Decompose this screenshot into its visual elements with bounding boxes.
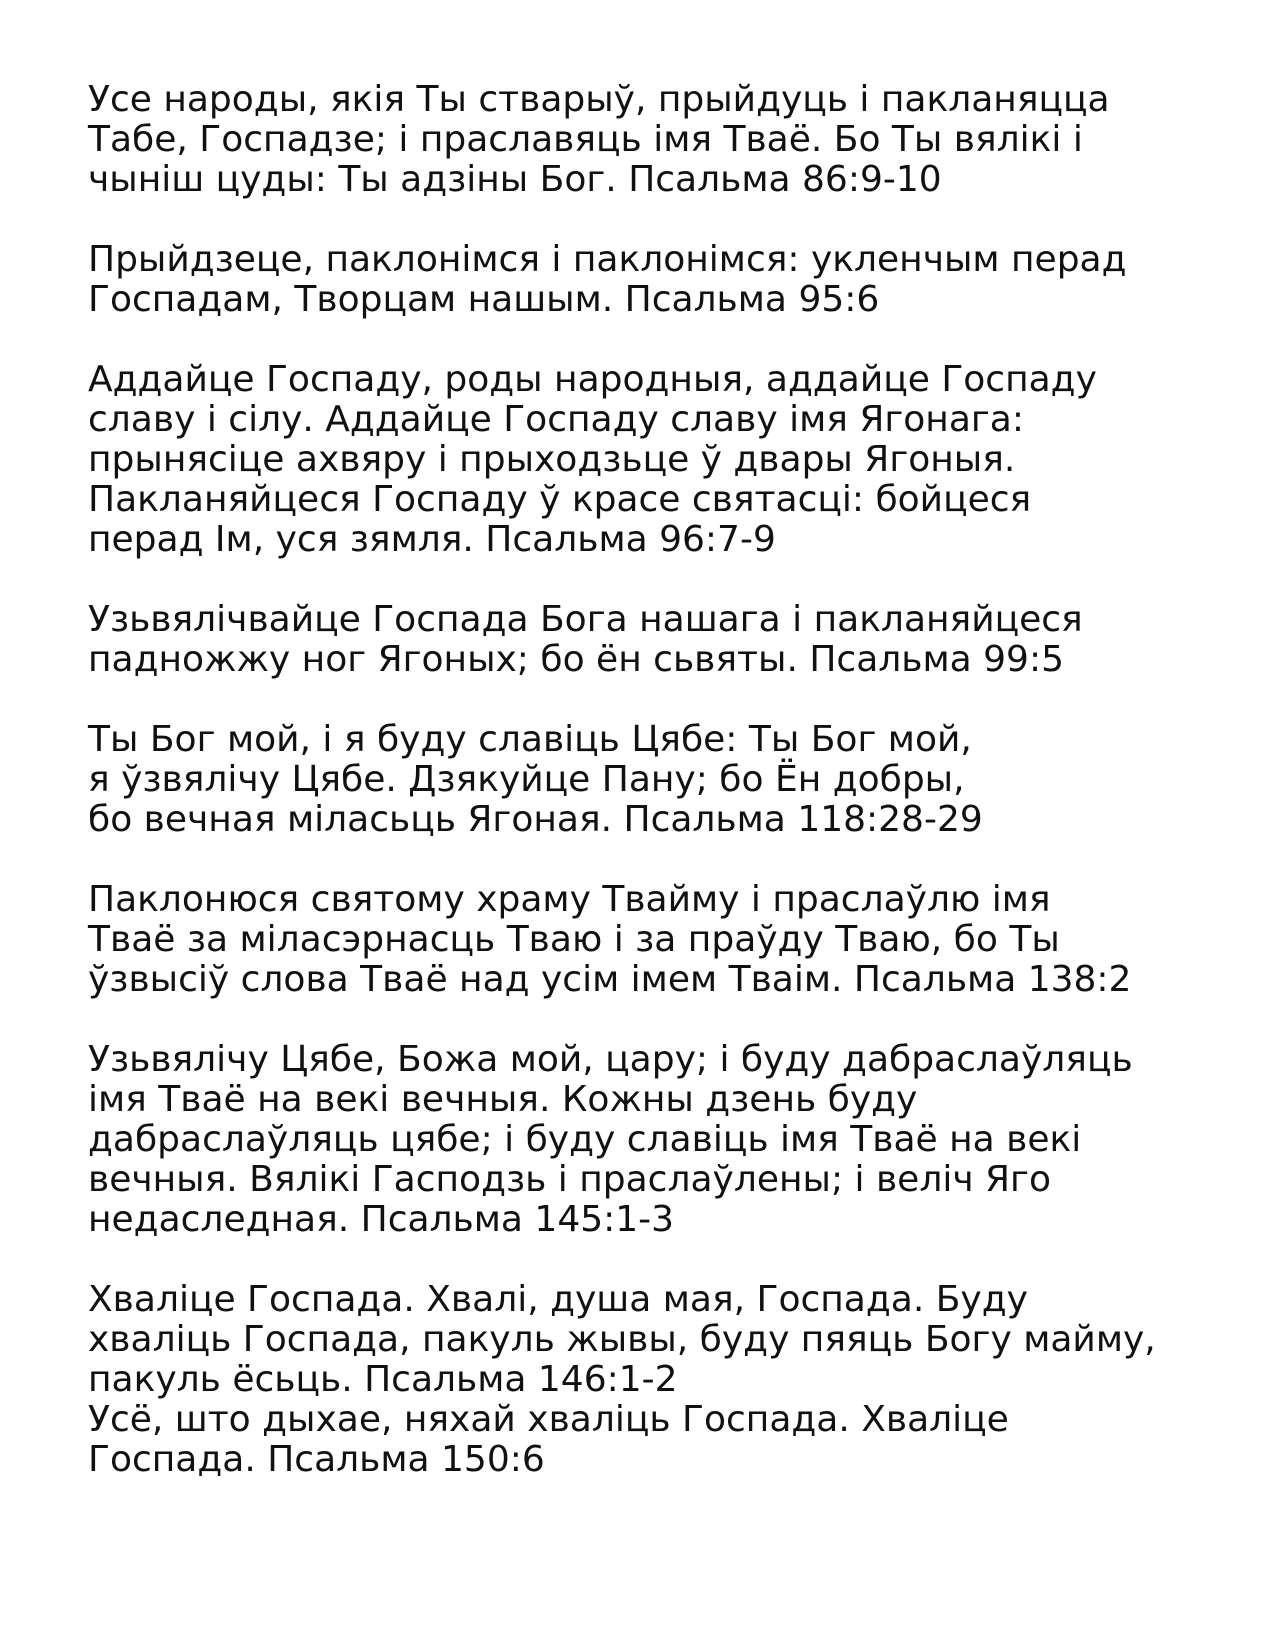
text-line: я ўзвялічу Цябе. Дзякуйце Пану; бо Ён добры, (88, 759, 965, 800)
psalm-paragraph (88, 880, 1259, 1000)
text-line: Усе народы, якія Ты стварыў, прыйдуць і пакланяцца (88, 79, 1110, 120)
text-line: прынясіце ахвяру і прыходзьце ў двары Ягоныя. (88, 439, 1016, 480)
psalm-paragraph (88, 80, 1259, 200)
psalm-paragraph (88, 1280, 1259, 1480)
text-line: Аддайце Госпаду, роды народныя, аддайце Госпаду (88, 359, 1097, 400)
psalm-paragraph (88, 1040, 1259, 1240)
text-line: дабраслаўляць цябе; і буду славіць імя Тваё на векі (88, 1119, 1082, 1160)
text-line: Узьвялічу Цябе, Божа мой, цару; і буду дабраслаўляць (88, 1039, 1133, 1080)
psalm-paragraph (88, 600, 1259, 680)
psalm-paragraph (88, 360, 1259, 560)
text-line: перад Ім, уся зямля. Псальма 96:7-9 (88, 519, 776, 560)
text-line: ўзвысіў слова Тваё над усім імем Тваім. Псальма 138:2 (88, 959, 1132, 1000)
text-line: славу і сілу. Аддайце Госпаду славу імя Ягонага: (88, 399, 1024, 440)
text-line: Госпадам, Творцам нашым. Псальма 95:6 (88, 279, 880, 320)
text-line: хваліць Госпада, пакуль жывы, буду пяяць Богу майму, (88, 1319, 1156, 1360)
text-line: Госпада. Псальма 150:6 (88, 1439, 545, 1480)
text-line: Паклонюся святому храму Твайму і праслаўлю імя (88, 879, 1051, 920)
text-line: Пакланяйцеся Госпаду ў красе святасці: бойцеся (88, 479, 1032, 520)
text-line: імя Тваё на векі вечныя. Кожны дзень буду (88, 1079, 918, 1120)
text-line: чыніш цуды: Ты адзіны Бог. Псальма 86:9-10 (88, 159, 942, 200)
text-line: Прыйдзеце, паклонімся і паклонімся: укленчым перад (88, 239, 1127, 280)
text-line: падножжу ног Ягоных; бо ён сьвяты. Псальма 99:5 (88, 639, 1064, 680)
text-line: Усё, што дыхае, няхай хваліць Госпада. Хваліце (88, 1399, 1009, 1440)
text-line: Тваё за міласэрнасць Тваю і за праўду Тваю, бо Ты (88, 919, 1060, 960)
text-line: Табе, Госпадзе; і праславяць імя Тваё. Бо Ты вялікі і (88, 119, 1083, 160)
text-line: пакуль ёсьць. Псальма 146:1-2 (88, 1359, 678, 1400)
psalm-paragraph (88, 240, 1259, 320)
text-line: недаследная. Псальма 145:1-3 (88, 1199, 675, 1240)
text-line: бо вечная міласьць Ягоная. Псальма 118:28-29 (88, 799, 983, 840)
text-line: вечныя. Вялікі Гасподзь і праслаўлены; і веліч Яго (88, 1159, 1051, 1200)
psalm-paragraph (88, 720, 1259, 840)
document-page (88, 80, 1259, 1520)
text-line: Ты Бог мой, і я буду славіць Цябе: Ты Бог мой, (88, 719, 972, 760)
text-line: Узьвялічвайце Госпада Бога нашага і пакланяйцеся (88, 599, 1083, 640)
text-line: Хваліце Госпада. Хвалі, душа мая, Госпада. Буду (88, 1279, 1028, 1320)
